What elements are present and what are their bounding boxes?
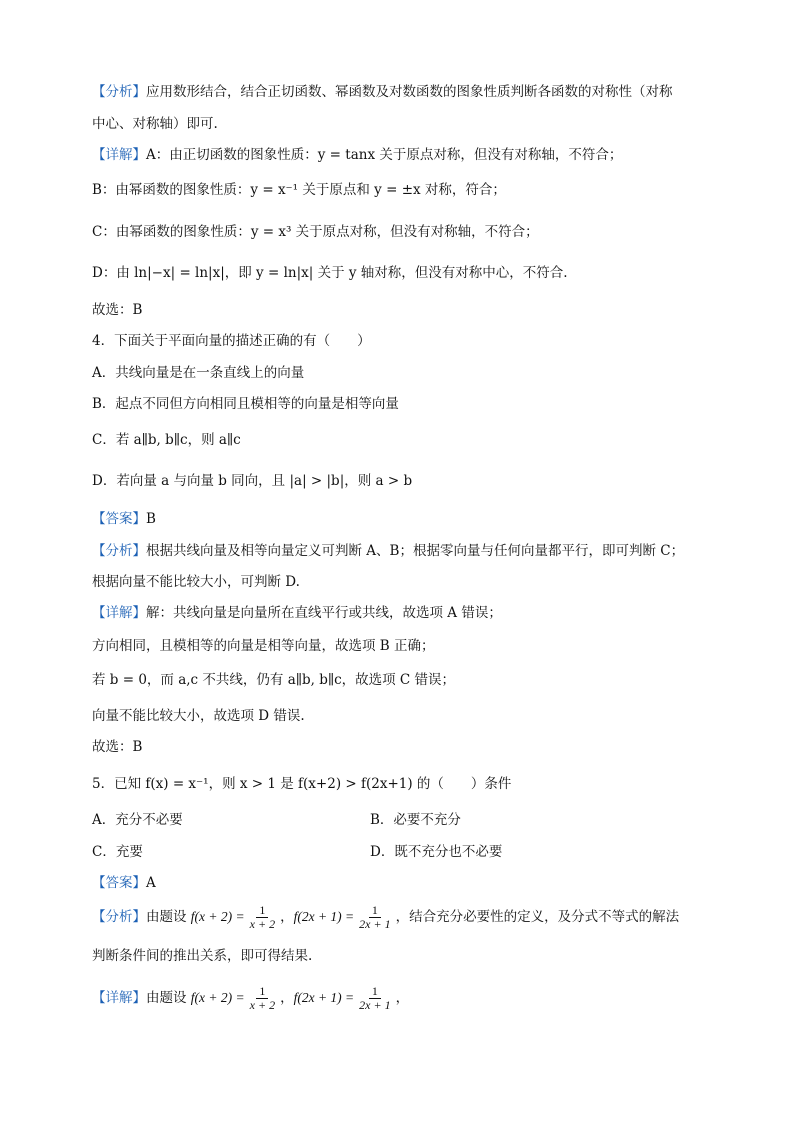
q3-analysis-line2: 中心、对称轴）即可. [92,116,218,132]
analysis-tag: 【分析】 [92,84,146,100]
q5-option-c: C．充要 [92,844,143,860]
q4-choose: 故选：B [92,739,143,755]
q4-answer [92,510,156,528]
f1-lhs: f(x + 2) = [190,990,245,1005]
analysis-pre: 由题设 [146,909,187,925]
q3-detail-c: C：由幂函数的图象性质：y = x³ 关于原点对称，但没有对称轴，不符合； [92,224,539,240]
fraction-1 [247,904,278,931]
detail-pre: 由题设 [146,990,187,1006]
detail-a-text: A：由正切函数的图象性质：y = tanx 关于原点对称，但没有对称轴，不符合； [146,147,623,163]
q5-option-b: B．必要不充分 [370,812,461,828]
q5-option-d: D．既不充分也不必要 [370,844,503,860]
fraction-1-numerator: 1 [256,904,268,918]
detail-tag: 【详解】 [92,147,146,163]
fraction-2 [356,904,393,931]
analysis-text: 应用数形结合，结合正切函数、幂函数及对数函数的图象性质判断各函数的对称性（对称 [146,84,673,100]
fraction-1 [247,985,278,1012]
detail-tag: 【详解】 [92,605,146,621]
answer-tag: 【答案】 [92,511,146,527]
q4-detail-3: 若 b = 0，而 a,c 不共线，仍有 a∥b, b∥c，故选项 C 错误； [92,672,456,688]
fraction-2-denominator: 2x + 1 [359,917,391,931]
q4-option-d: D．若向量 a 与向量 b 同向，且 |a| > |b|，则 a > b [92,473,413,489]
q4-stem: 4．下面关于平面向量的描述正确的有（ ） [92,333,371,349]
q5-option-a: A．充分不必要 [92,812,183,828]
q4-detail-1 [92,604,502,622]
q3-detail-b: B：由幂函数的图象性质：y = x⁻¹ 关于原点和 y = ±x 对称，符合； [92,182,506,198]
fraction-1-denominator: x + 2 [249,998,276,1012]
answer-tag: 【答案】 [92,875,146,891]
q5-analysis-line1: 【分析】由题设 f(x + 2) = $\frac{1}{x + 2}$ ，f(2x + 1) = $\frac{1}{2x + 1}$ ，结合充分必要性的定义，及分式不等式的解法 [92,903,680,931]
q4-detail-4: 向量不能比较大小，故选项 D 错误. [92,708,305,724]
detail-tag: 【详解】 [92,990,146,1006]
q3-choose: 故选：B [92,302,143,318]
fraction-2-denominator: 2x + 1 [359,998,391,1012]
q5-stem: 5．已知 f(x) = x⁻¹，则 x > 1 是 f(x+2) > f(2x+1) 的（ ）条件 [92,776,512,792]
detail-1-text: 解：共线向量是向量所在直线平行或共线，故选项 A 错误； [146,605,502,621]
analysis-tag: 【分析】 [92,543,146,559]
answer-value: A [146,875,156,891]
analysis-text: 根据共线向量及相等向量定义可判断 A、B；根据零向量与任何向量都平行，即可判断 C； [146,543,685,559]
q4-option-a: A．共线向量是在一条直线上的向量 [92,365,305,381]
fraction-1-denominator: x + 2 [249,917,276,931]
f2-lhs: f(2x + 1) = [293,909,355,924]
q4-analysis-line2: 根据向量不能比较大小，可判断 D. [92,574,300,590]
analysis-post: ，结合充分必要性的定义，及分式不等式的解法 [395,909,680,925]
answer-value: B [146,511,156,527]
fraction-1-numerator: 1 [256,985,268,999]
q3-analysis-line1 [92,83,673,101]
fraction-2-numerator: 1 [369,985,381,999]
q5-analysis-line2: 判断条件间的推出关系，即可得结果. [92,948,313,964]
fraction-2 [356,985,393,1012]
q4-detail-2: 方向相同，且模相等的向量是相等向量，故选项 B 正确； [92,638,435,654]
q3-detail-a [92,146,622,164]
q4-option-c: C．若 a∥b, b∥c，则 a∥c [92,432,241,448]
q3-detail-d: D：由 ln|−x| = ln|x|，即 y = ln|x| 关于 y 轴对称，但没有对称中心，不符合. [92,265,568,281]
f1-lhs: f(x + 2) = [190,909,245,924]
q4-option-b: B．起点不同但方向相同且模相等的向量是相等向量 [92,396,399,412]
fraction-2-numerator: 1 [369,904,381,918]
analysis-tag: 【分析】 [92,909,146,925]
q5-detail-line1: 【详解】由题设 f(x + 2) = $\frac{1}{x + 2}$ ，f(2x + 1) = $\frac{1}{2x + 1}$ ， [92,984,410,1012]
q4-analysis-line1 [92,542,684,560]
f2-lhs: f(2x + 1) = [293,990,355,1005]
q5-answer [92,874,156,892]
